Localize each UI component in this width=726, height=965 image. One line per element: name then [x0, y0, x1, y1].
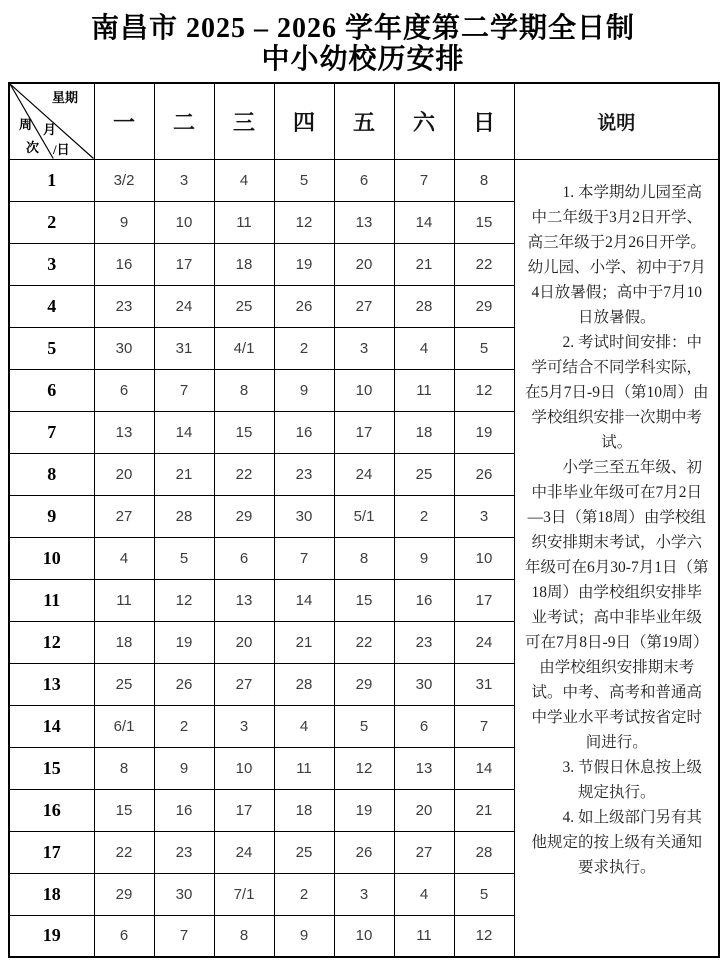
date-cell: 29	[94, 873, 154, 915]
date-cell: 23	[394, 621, 454, 663]
date-cell: 22	[214, 453, 274, 495]
week-number: 4	[9, 285, 94, 327]
corner-weekday-label: 星期	[52, 90, 79, 105]
date-cell: 5	[334, 705, 394, 747]
date-cell: 11	[214, 201, 274, 243]
date-cell: 8	[214, 915, 274, 957]
date-cell: 26	[154, 663, 214, 705]
date-cell: 28	[394, 285, 454, 327]
date-cell: 25	[214, 285, 274, 327]
date-cell: 21	[274, 621, 334, 663]
date-cell: 19	[274, 243, 334, 285]
date-cell: 5	[454, 873, 514, 915]
date-cell: 26	[274, 285, 334, 327]
date-cell: 7	[274, 537, 334, 579]
date-cell: 7/1	[214, 873, 274, 915]
week-number: 5	[9, 327, 94, 369]
date-cell: 16	[94, 243, 154, 285]
date-cell: 20	[94, 453, 154, 495]
date-cell: 10	[214, 747, 274, 789]
date-cell: 18	[394, 411, 454, 453]
week-number: 16	[9, 789, 94, 831]
table-header-row	[9, 83, 719, 159]
day-header-sat: 六	[394, 83, 454, 159]
date-cell: 20	[394, 789, 454, 831]
date-cell: 6	[334, 159, 394, 201]
date-cell: 17	[454, 579, 514, 621]
week-number: 8	[9, 453, 94, 495]
date-cell: 19	[334, 789, 394, 831]
date-cell: 6	[94, 369, 154, 411]
week-number: 6	[9, 369, 94, 411]
week-number: 14	[9, 705, 94, 747]
date-cell: 18	[214, 243, 274, 285]
date-cell: 30	[154, 873, 214, 915]
date-cell: 9	[154, 747, 214, 789]
corner-order-label: 次	[26, 140, 40, 155]
day-header-mon: 一	[94, 83, 154, 159]
date-cell: 19	[454, 411, 514, 453]
date-cell: 5/1	[334, 495, 394, 537]
date-cell: 12	[454, 369, 514, 411]
day-header-tue: 二	[154, 83, 214, 159]
week-number: 7	[9, 411, 94, 453]
date-cell: 3/2	[94, 159, 154, 201]
corner-month-label: 月	[43, 122, 57, 137]
date-cell: 17	[214, 789, 274, 831]
week-number: 15	[9, 747, 94, 789]
date-cell: 29	[334, 663, 394, 705]
date-cell: 22	[334, 621, 394, 663]
date-cell: 3	[214, 705, 274, 747]
day-header-thu: 四	[274, 83, 334, 159]
date-cell: 24	[334, 453, 394, 495]
date-cell: 22	[94, 831, 154, 873]
date-cell: 2	[154, 705, 214, 747]
day-header-sun: 日	[454, 83, 514, 159]
date-cell: 4	[94, 537, 154, 579]
date-cell: 16	[274, 411, 334, 453]
date-cell: 11	[94, 579, 154, 621]
date-cell: 9	[274, 369, 334, 411]
date-cell: 4	[394, 327, 454, 369]
corner-header-cell	[9, 83, 94, 159]
date-cell: 10	[334, 369, 394, 411]
date-cell: 9	[394, 537, 454, 579]
notes-header: 说明	[514, 83, 719, 159]
date-cell: 12	[154, 579, 214, 621]
corner-week-label: 周	[19, 117, 33, 132]
date-cell: 6/1	[94, 705, 154, 747]
date-cell: 14	[154, 411, 214, 453]
date-cell: 3	[334, 327, 394, 369]
date-cell: 30	[274, 495, 334, 537]
note-paragraph: 1. 本学期幼儿园至高中二年级于3月2日开学、高三年级于2月26日开学。幼儿园、小学、初中于7月4日放暑假；高中于7月10日放暑假。	[527, 183, 706, 326]
week-number: 3	[9, 243, 94, 285]
date-cell: 13	[94, 411, 154, 453]
week-number: 9	[9, 495, 94, 537]
date-cell: 28	[274, 663, 334, 705]
date-cell: 15	[214, 411, 274, 453]
date-cell: 27	[94, 495, 154, 537]
date-cell: 6	[94, 915, 154, 957]
date-cell: 23	[154, 831, 214, 873]
date-cell: 27	[334, 285, 394, 327]
date-cell: 10	[154, 201, 214, 243]
corner-day-label: /日	[53, 142, 70, 157]
date-cell: 15	[94, 789, 154, 831]
date-cell: 3	[154, 159, 214, 201]
date-cell: 31	[454, 663, 514, 705]
date-cell: 12	[274, 201, 334, 243]
date-cell: 8	[334, 537, 394, 579]
date-cell: 23	[94, 285, 154, 327]
date-cell: 21	[394, 243, 454, 285]
date-cell: 7	[394, 159, 454, 201]
date-cell: 16	[154, 789, 214, 831]
note-paragraph: 4. 如上级部门另有其他规定的按上级有关通知要求执行。	[531, 808, 702, 876]
week-number: 13	[9, 663, 94, 705]
week-number: 10	[9, 537, 94, 579]
date-cell: 17	[334, 411, 394, 453]
date-cell: 4	[274, 705, 334, 747]
date-cell: 17	[154, 243, 214, 285]
date-cell: 8	[214, 369, 274, 411]
date-cell: 30	[94, 327, 154, 369]
date-cell: 21	[454, 789, 514, 831]
date-cell: 4/1	[214, 327, 274, 369]
date-cell: 2	[394, 495, 454, 537]
week-number: 12	[9, 621, 94, 663]
date-cell: 24	[154, 285, 214, 327]
date-cell: 8	[94, 747, 154, 789]
date-cell: 21	[154, 453, 214, 495]
date-cell: 4	[214, 159, 274, 201]
date-cell: 13	[394, 747, 454, 789]
date-cell: 11	[394, 915, 454, 957]
note-paragraph: 3. 节假日休息按上级规定执行。	[562, 758, 702, 801]
week-number: 11	[9, 579, 94, 621]
date-cell: 24	[454, 621, 514, 663]
date-cell: 28	[154, 495, 214, 537]
date-cell: 7	[154, 915, 214, 957]
week-number: 18	[9, 873, 94, 915]
date-cell: 13	[334, 201, 394, 243]
date-cell: 29	[454, 285, 514, 327]
date-cell: 18	[274, 789, 334, 831]
date-cell: 30	[394, 663, 454, 705]
date-cell: 31	[154, 327, 214, 369]
date-cell: 9	[274, 915, 334, 957]
date-cell: 25	[94, 663, 154, 705]
date-cell: 22	[454, 243, 514, 285]
date-cell: 2	[274, 873, 334, 915]
date-cell: 25	[274, 831, 334, 873]
page-title-line2: 中小幼校历安排	[261, 44, 465, 75]
date-cell: 18	[94, 621, 154, 663]
day-header-fri: 五	[334, 83, 394, 159]
date-cell: 14	[274, 579, 334, 621]
date-cell: 12	[454, 915, 514, 957]
calendar-table	[8, 82, 720, 958]
calendar-body	[9, 159, 719, 957]
date-cell: 19	[154, 621, 214, 663]
date-cell: 28	[454, 831, 514, 873]
week-number: 1	[9, 159, 94, 201]
date-cell: 24	[214, 831, 274, 873]
date-cell: 3	[454, 495, 514, 537]
date-cell: 25	[394, 453, 454, 495]
date-cell: 15	[454, 201, 514, 243]
notes-cell	[514, 159, 719, 957]
date-cell: 14	[454, 747, 514, 789]
date-cell: 2	[274, 327, 334, 369]
date-cell: 3	[334, 873, 394, 915]
date-cell: 11	[274, 747, 334, 789]
date-cell: 8	[454, 159, 514, 201]
date-cell: 14	[394, 201, 454, 243]
date-cell: 13	[214, 579, 274, 621]
note-paragraph: 2. 考试时间安排：中学可结合不同学科实际，在5月7日-9日（第10周）由学校组织安排一次期中考试。	[525, 333, 709, 451]
date-cell: 10	[334, 915, 394, 957]
week-number: 2	[9, 201, 94, 243]
date-cell: 26	[454, 453, 514, 495]
date-cell: 27	[394, 831, 454, 873]
page-title	[0, 0, 726, 75]
date-cell: 11	[394, 369, 454, 411]
date-cell: 26	[334, 831, 394, 873]
date-cell: 15	[334, 579, 394, 621]
page-title-line1: 南昌市 2025 – 2026 学年度第二学期全日制	[90, 13, 635, 44]
date-cell: 16	[394, 579, 454, 621]
date-cell: 20	[214, 621, 274, 663]
date-cell: 5	[274, 159, 334, 201]
note-paragraph: 小学三至五年级、初中非毕业年级可在7月2日—3日（第18周）由学校组织安排期末考试，小学六年级可在6月30-7月1日（第18周）由学校组织安排毕业考试；高中非毕业年级可在7月8日-9日（第19周）由学校组织安排期末考试。中考、高考和普通高中学业水平考试按省定时间进行。	[525, 458, 709, 751]
date-cell: 5	[154, 537, 214, 579]
week-number: 19	[9, 915, 94, 957]
date-cell: 10	[454, 537, 514, 579]
day-header-wed: 三	[214, 83, 274, 159]
date-cell: 6	[394, 705, 454, 747]
table-row	[9, 159, 719, 201]
date-cell: 23	[274, 453, 334, 495]
date-cell: 9	[94, 201, 154, 243]
date-cell: 4	[394, 873, 454, 915]
week-number: 17	[9, 831, 94, 873]
date-cell: 7	[454, 705, 514, 747]
date-cell: 29	[214, 495, 274, 537]
date-cell: 27	[214, 663, 274, 705]
date-cell: 6	[214, 537, 274, 579]
date-cell: 12	[334, 747, 394, 789]
date-cell: 20	[334, 243, 394, 285]
date-cell: 5	[454, 327, 514, 369]
date-cell: 7	[154, 369, 214, 411]
